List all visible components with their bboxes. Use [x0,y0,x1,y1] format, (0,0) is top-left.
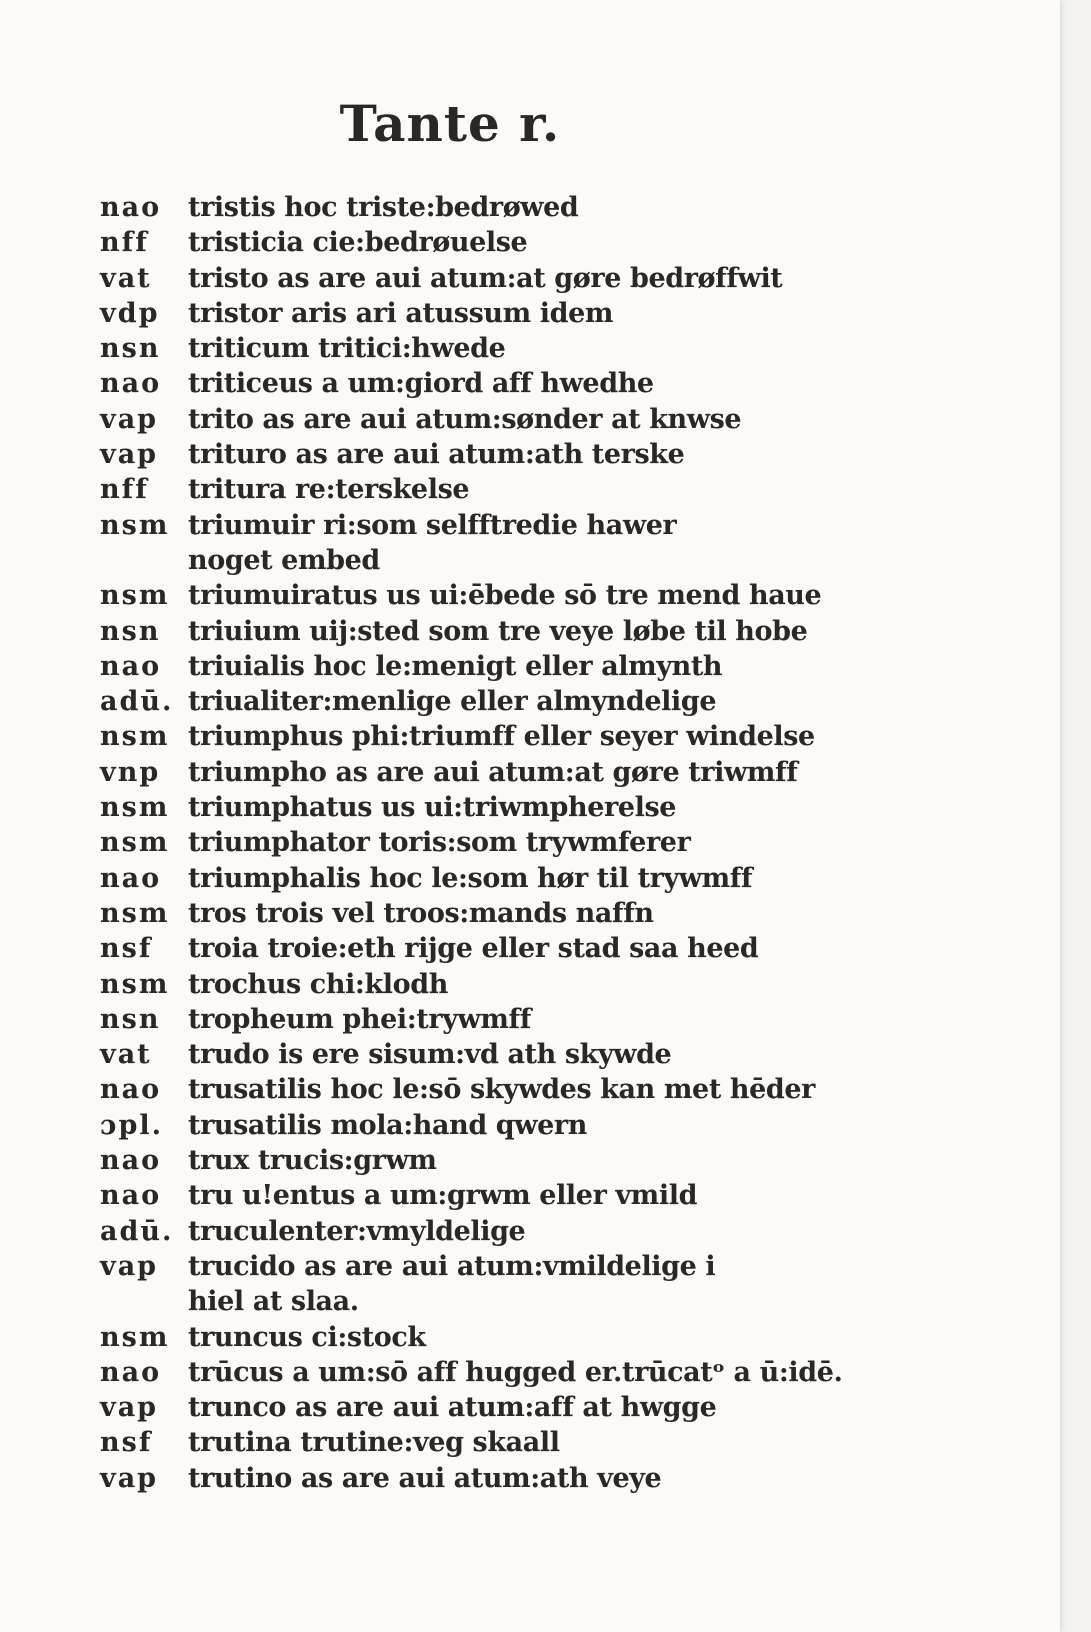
grammar-code: vap [100,403,159,435]
dictionary-entries [100,190,880,1496]
entry-line: tropheum phei:trywmff [188,1003,531,1035]
dictionary-entry [100,331,880,366]
entry-line: tristor aris ari atussum idem [188,297,614,329]
dictionary-entry [100,684,880,719]
entry-text [188,1178,880,1213]
dictionary-entry [100,1461,880,1496]
entry-line: trunco as are aui atum:aff at hwgge [188,1392,717,1424]
entry-line: triuium uij:sted som tre veye løbe til hobe [188,615,808,647]
grammar-code: nao [100,1356,162,1388]
dictionary-entry [100,261,880,296]
entry-text [188,861,880,896]
entry-line: tristicia cie:bedrøuelse [188,227,528,259]
entry-line: triumphalis hoc le:som hør til trywmff [188,862,753,894]
entry-line: triticum tritici:hwede [188,333,506,365]
dictionary-entry [100,1002,880,1037]
entry-line: triumuir ri:som selfftredie hawer [188,509,677,541]
entry-text [188,719,880,754]
dictionary-entry [100,508,880,579]
entry-text [188,225,880,260]
entry-text [188,1249,880,1320]
dictionary-entry [100,1037,880,1072]
dictionary-entry [100,402,880,437]
grammar-code: vat [100,262,152,294]
entry-line: tristo as are aui atum:at gøre bedrøffwit [188,262,783,294]
grammar-code: nao [100,1145,162,1177]
dictionary-entry [100,437,880,472]
entry-line: tros trois vel troos:mands naffn [188,897,654,929]
dictionary-entry [100,1108,880,1143]
entry-line: trux trucis:grwm [188,1145,437,1177]
dictionary-entry [100,755,880,790]
entry-text [188,508,880,579]
entry-line: trūcus a um:sō aff hugged er.trūcatᵒ a ū:idē. [188,1356,843,1388]
entry-text [188,261,880,296]
grammar-code: nsn [100,615,161,647]
entry-line: triumphatus us ui:triwmpherelse [188,792,677,824]
entry-line: triticeus a um:giord aff hwedhe [188,368,654,400]
grammar-code: vap [100,439,159,471]
dictionary-entry [100,790,880,825]
grammar-code: nao [100,368,162,400]
grammar-code: nsm [100,827,170,859]
entry-line: trusatilis hoc le:sō skywdes kan met hēder [188,1074,815,1106]
dictionary-entry [100,649,880,684]
page-header: Tante r. [339,94,561,153]
entry-line: trutina trutine:veg skaall [188,1427,560,1459]
entry-text [188,366,880,401]
entry-line: truncus ci:stock [188,1321,426,1353]
entry-text [188,437,880,472]
dictionary-entry [100,719,880,754]
entry-line: trutino as are aui atum:ath veye [188,1462,662,1494]
entry-line: triualiter:menlige eller almyndelige [188,686,717,718]
entry-line: trituro as are aui atum:ath terske [188,439,685,471]
grammar-code: ɔpl. [100,1109,163,1141]
entry-text [188,472,880,507]
grammar-code: nff [100,227,149,259]
dictionary-entry [100,861,880,896]
dictionary-entry [100,1320,880,1355]
dictionary-entry [100,366,880,401]
dictionary-entry [100,472,880,507]
entry-text [188,1037,880,1072]
dictionary-entry [100,1143,880,1178]
entry-line: triumphus phi:triumff eller seyer windelse [188,721,815,753]
grammar-code: nsf [100,933,153,965]
grammar-code: nsm [100,509,170,541]
grammar-code: nsm [100,792,170,824]
entry-text [188,190,880,225]
grammar-code: vap [100,1250,159,1282]
dictionary-entry [100,225,880,260]
grammar-code: nao [100,1074,162,1106]
grammar-code: nsn [100,333,161,365]
entry-text [188,1143,880,1178]
dictionary-entry [100,1214,880,1249]
entry-text [188,755,880,790]
entry-line: triumphator toris:som trywmferer [188,827,691,859]
entry-text [188,1072,880,1107]
grammar-code: vap [100,1462,159,1494]
grammar-code: nsm [100,968,170,1000]
entry-text [188,825,880,860]
grammar-code: nao [100,862,162,894]
entry-text [188,402,880,437]
entry-text [188,1214,880,1249]
grammar-code: nsf [100,1427,153,1459]
entry-text [188,1425,880,1460]
grammar-code: nsm [100,897,170,929]
entry-line: trito as are aui atum:sønder at knwse [188,403,742,435]
entry-line: noget embed [188,544,380,576]
entry-text [188,614,880,649]
grammar-code: vdp [100,297,160,329]
entry-text [188,296,880,331]
entry-text [188,931,880,966]
entry-text [188,331,880,366]
entry-line: trusatilis mola:hand qwern [188,1109,587,1141]
grammar-code: vnp [100,756,161,788]
entry-text [188,967,880,1002]
dictionary-entry [100,825,880,860]
dictionary-entry [100,1249,880,1320]
grammar-code: nsn [100,1003,161,1035]
entry-text [188,896,880,931]
dictionary-entry [100,1355,880,1390]
entry-line: hiel at slaa. [188,1286,359,1318]
entry-line: trochus chi:klodh [188,968,448,1000]
grammar-code: adū. [100,686,174,718]
entry-text [188,790,880,825]
dictionary-entry [100,1178,880,1213]
entry-line: trudo is ere sisum:vd ath skywde [188,1039,672,1071]
grammar-code: vap [100,1392,159,1424]
entry-line: truculenter:vmyldelige [188,1215,526,1247]
entry-line: tritura re:terskelse [188,474,470,506]
grammar-code: vat [100,1039,152,1071]
dictionary-entry [100,896,880,931]
entry-text [188,1002,880,1037]
entry-line: triumpho as are aui atum:at gøre triwmff [188,756,798,788]
dictionary-entry [100,967,880,1002]
entry-text [188,1320,880,1355]
grammar-code: nao [100,192,162,223]
dictionary-entry [100,578,880,613]
entry-line: tru u!entus a um:grwm eller vmild [188,1180,698,1212]
grammar-code: nao [100,650,162,682]
grammar-code: nao [100,1180,162,1212]
grammar-code: nsm [100,721,170,753]
entry-text [188,684,880,719]
dictionary-entry [100,931,880,966]
dictionary-entry [100,614,880,649]
dictionary-entry [100,296,880,331]
dictionary-entry [100,1390,880,1425]
entry-line: triumuiratus us ui:ēbede sō tre mend haue [188,580,822,612]
grammar-code: nsm [100,1321,170,1353]
entry-text [188,1461,880,1496]
entry-text [188,1108,880,1143]
dictionary-entry [100,1425,880,1460]
dictionary-entry [100,190,880,225]
grammar-code: nsm [100,580,170,612]
entry-text [188,578,880,613]
entry-text [188,1355,880,1390]
entry-line: tristis hoc triste:bedrøwed [188,192,579,223]
entry-line: troia troie:eth rijge eller stad saa heed [188,933,759,965]
entry-text [188,649,880,684]
grammar-code: adū. [100,1215,174,1247]
dictionary-entry [100,1072,880,1107]
grammar-code: nff [100,474,149,506]
entry-line: trucido as are aui atum:vmildelige i [188,1250,716,1282]
entry-line: triuialis hoc le:menigt eller almynth [188,650,723,682]
entry-text [188,1390,880,1425]
